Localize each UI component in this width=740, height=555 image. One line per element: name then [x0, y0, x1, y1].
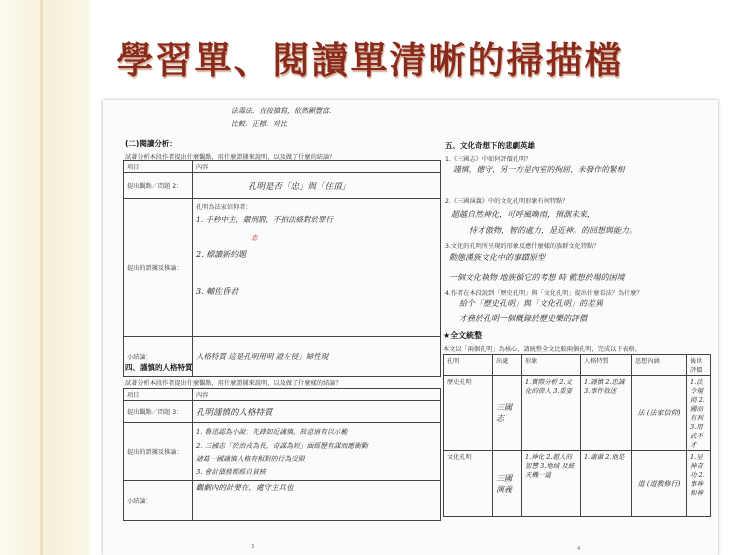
table-cell: 1.神化 2.超人的智慧 3.地域 及統天機一道 [522, 451, 581, 517]
column-header: 出處 [493, 355, 522, 376]
column-header: 後世評價 [687, 355, 711, 376]
section-heading: 四、謹慎的人格特質 [125, 363, 193, 372]
section-question: 試著分析本段作者提出什麼觀點，用什麼證據來說明，以及做了什麼的結論？ [125, 154, 336, 161]
printed-prompt: 孔明為法家信仰者： [196, 204, 252, 211]
handwritten-answer: 動態漢族文化中的事蹟原型 [449, 253, 545, 262]
row-label: 提出觀點／問題 3： [124, 401, 193, 423]
section-question: 試著分析本段作者提出什麼觀點，用什麼證據來說明，以及做了什麼樣的結論？ [125, 380, 342, 387]
table-cell: 法 (法家信仰) [632, 376, 687, 451]
question: 4.作者在本段說到「歷史孔明」與「文化孔明」提出什麼看法？為什麼？ [445, 290, 643, 297]
handwritten-answer: 3. 輔佐昏君 [196, 287, 239, 296]
table-cell: 1.呈神奇功 2.事神和神 [687, 451, 711, 517]
handwritten-answer: 諸葛一國謹慎人格有相對的行為受限 [196, 455, 305, 463]
row-label: 小結論： [124, 481, 193, 521]
table-header-cell: 項目 [124, 161, 193, 173]
section-heading: 五、文化奇想下的悲劇英雄 [445, 141, 535, 150]
handwritten-answer: 謹慎，德守，另一方是內室的拘屈，未發作的緊相 [453, 165, 625, 174]
evidence-cell [193, 199, 441, 337]
table-cell: 三國志 [493, 376, 522, 451]
row-label: 提出觀點／問題 2： [124, 173, 193, 199]
table-header-cell: 項目 [124, 389, 193, 401]
question: 2.《三國演義》中的文化孔明形象有何特點？ [445, 198, 569, 205]
question: 3.文化的孔明所呈現的形象反應什麼樣的族群文化特點？ [445, 243, 600, 250]
evidence-cell [193, 423, 441, 481]
handwritten-answer: 一個文化執物 地族循它的考想 時 藍想於場的困境 [449, 273, 625, 282]
handwritten-note: 比較．正標．对比 [231, 120, 287, 128]
handwritten-answer: 觀劇內的計要在，處守主兵也 [193, 481, 441, 521]
page-number: 3 [251, 544, 255, 550]
row-label: 文化孔明 [444, 451, 493, 517]
handwritten-answer: 恃才傲物，智的處力，是近神。的回想與能力。 [469, 226, 637, 235]
worksheet-left-page [111, 100, 443, 555]
handwritten-answer: 才務於孔明一個概錄於歷史樂的評價 [459, 314, 587, 323]
handwritten-answer: 給个「歷史孔明」與「文化孔明」的差異 [459, 299, 603, 308]
handwritten-answer: 3. 會計債務都經自貧核 [196, 468, 266, 476]
worksheet-right-page [441, 126, 716, 555]
handwritten-answer: 1. 手秒中主，嚴刑罰，不拍法絡對於罪行 [196, 215, 334, 224]
column-header: 孔明 [444, 355, 493, 376]
column-header: 形象 [522, 355, 581, 376]
question: 1.《三國志》中如何評價孔明？ [445, 156, 532, 163]
handwritten-answer: 孔明謹慎的人格特質 [193, 401, 441, 423]
table-header-cell: 內容 [193, 389, 441, 401]
red-correction-mark: 忠 [251, 234, 258, 242]
scanned-worksheet [103, 100, 718, 555]
slide-title: 學習單、閱讀單清晰的掃描檔 [116, 39, 624, 82]
section-heading: ★全文統整 [443, 331, 483, 340]
section-heading: (二)閱讀分析： [125, 139, 177, 148]
handwritten-answer: 1. 魯迅認為小說：先鋒如近謹慎，故意扇有以示範 [196, 428, 348, 436]
table-cell: 1.實際分析 2.文化的偉人 3.重要 [522, 376, 581, 451]
table-cell: 三國演義 [493, 451, 522, 517]
row-label: 提出的證據及推論： [124, 199, 193, 337]
analysis-table-2 [123, 160, 441, 377]
column-header: 人格特質 [581, 355, 632, 376]
handwritten-answer: 超越自然神化，可呼風喚雨，預測未來， [451, 210, 595, 219]
table-cell: 1.法令規則 2.國而有利 3.用武不才 [687, 376, 711, 451]
page-number: 4 [577, 546, 581, 552]
analysis-table-4 [123, 388, 441, 521]
handwritten-answer: 2. 三國志「於治戎為長，奇謀為短」面經歷有謀而應衝動 [196, 442, 368, 450]
row-label: 小結論： [124, 337, 193, 377]
handwritten-answer: 人格特質 這是孔明用明 證左侵」婦性現 [193, 337, 441, 377]
instruction: 本文以「兩個孔明」為核心，請統整全文比較兩個孔明，完成以下表格。 [443, 346, 641, 353]
row-label: 提出的證據及推論： [124, 423, 193, 481]
column-header: 思想內涵 [632, 355, 687, 376]
table-header-cell: 內容 [193, 161, 441, 173]
handwritten-answer: 2. 標讀新約題 [196, 250, 247, 259]
handwritten-answer: 孔明是否「忠」與「住頂」 [193, 173, 441, 199]
table-cell: 道 (道教修行) [632, 451, 687, 517]
table-cell: 1.謹慎 2.忠誠 3.事件敘述 [581, 376, 632, 451]
table-cell: 1.蕭蕭 2.他是 [581, 451, 632, 517]
row-label: 歷史孔明 [444, 376, 493, 451]
handwritten-note: 法毒法．直接描寫，依然顯豐富． [231, 107, 336, 115]
comparison-table [443, 354, 711, 517]
